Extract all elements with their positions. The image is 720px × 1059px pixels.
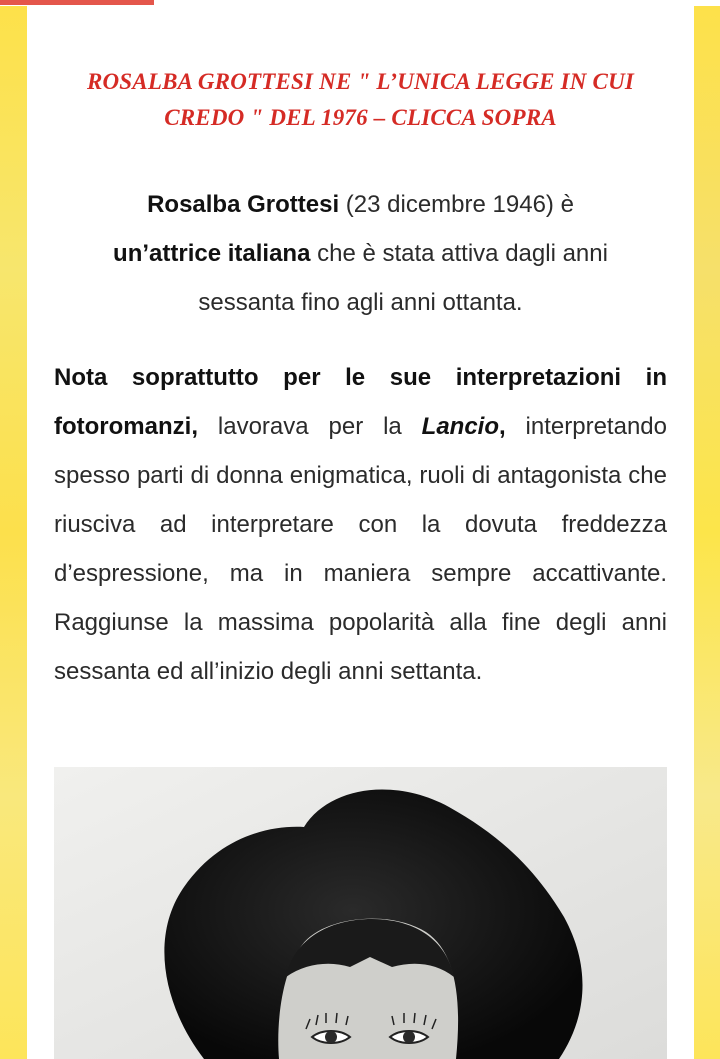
article-card — [27, 6, 694, 1059]
publisher-comma: , — [499, 413, 506, 440]
headline-line-1[interactable]: ROSALBA GROTTESI NE " L’UNICA LEGGE IN CUI — [86, 69, 635, 94]
actress-role: un’attrice italiana — [113, 240, 311, 267]
bio-bold-intro: Nota soprattutto per le sue interpretazioni in fotoromanzi, — [54, 364, 667, 440]
actress-photo — [54, 767, 667, 1059]
actress-name: Rosalba Grottesi — [147, 191, 340, 218]
reading-progress-bar — [0, 0, 154, 5]
photo-illustration — [54, 767, 667, 1059]
intro-rest: che è stata attiva dagli anni sessanta fino agli anni ottanta. — [198, 240, 608, 316]
right-background-stripe — [694, 6, 720, 1059]
intro-paragraph — [67, 180, 654, 327]
bio-text-1: lavorava per la — [198, 413, 422, 440]
bio-paragraph — [54, 353, 667, 696]
birth-date: (23 dicembre 1946) è — [339, 191, 574, 218]
bio-text-2: interpretando spesso parti di donna enigmatica, ruoli di antagonista che riusciva ad interpretare con la dovuta freddezza d’espressione, ma in maniera sempre accattivante. Raggiunse la massima popolarità alla fine degli anni sessanta ed all’inizio degli anni settanta. — [54, 413, 667, 685]
left-background-stripe — [0, 6, 27, 1059]
headline-link[interactable] — [27, 64, 694, 136]
publisher-name: Lancio — [421, 413, 499, 440]
headline-line-2[interactable]: CREDO " DEL 1976 – CLICCA SOPRA — [164, 105, 557, 130]
